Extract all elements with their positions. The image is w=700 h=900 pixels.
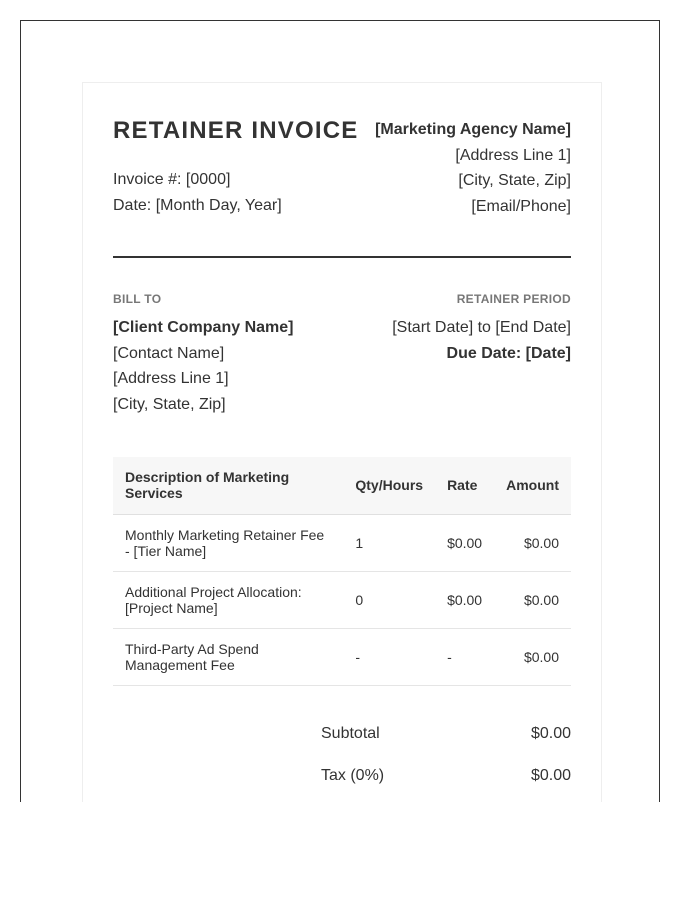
invoice-page <box>82 82 602 802</box>
row-amount: $0.00 <box>494 628 571 685</box>
subtotal-value: $0.00 <box>530 725 571 742</box>
table-row <box>113 628 571 685</box>
agency-name: [Marketing Agency Name] <box>375 121 571 138</box>
client-company: [Client Company Name] <box>113 319 294 336</box>
client-contact: [Contact Name] <box>113 344 225 362</box>
invoice-number: Invoice #: [0000] <box>113 171 231 188</box>
retainer-period-label: RETAINER PERIOD <box>456 292 571 306</box>
retainer-period-block <box>392 292 571 366</box>
row-description: Additional Project Allocation: [Project Name] <box>113 571 343 628</box>
invoice-title: RETAINER INVOICE <box>113 117 359 144</box>
totals-block <box>321 725 571 802</box>
agency-block <box>375 117 571 219</box>
client-city-state-zip: [City, State, Zip] <box>113 395 226 413</box>
due-date: Due Date: [Date] <box>446 344 571 362</box>
row-qty: 0 <box>343 571 435 628</box>
services-table <box>113 457 571 686</box>
row-description: Monthly Marketing Retainer Fee - [Tier Name] <box>113 514 343 571</box>
row-qty: 1 <box>343 514 435 571</box>
invoice-date: Date: [Month Day, Year] <box>113 197 282 214</box>
tax-value: $0.00 <box>530 767 571 784</box>
row-description: Third-Party Ad Spend Management Fee <box>113 628 343 685</box>
row-amount: $0.00 <box>494 571 571 628</box>
retainer-period-range: [Start Date] to [End Date] <box>392 319 571 336</box>
client-address: [Address Line 1] <box>113 370 229 387</box>
agency-email-phone: [Email/Phone] <box>471 197 571 215</box>
invoice-meta <box>113 167 282 219</box>
row-amount: $0.00 <box>494 514 571 571</box>
row-rate: $0.00 <box>435 571 494 628</box>
header-qty: Qty/Hours <box>343 457 435 514</box>
billing-section <box>113 292 571 432</box>
table-row <box>113 514 571 571</box>
header-amount: Amount <box>494 457 571 514</box>
bill-to-block <box>113 292 293 417</box>
bill-to-label: BILL TO <box>113 292 162 306</box>
row-qty: - <box>343 628 435 685</box>
agency-address: [Address Line 1] <box>455 146 571 164</box>
tax-label: Tax (0%) <box>321 767 385 784</box>
table-header-row <box>113 457 571 514</box>
row-rate: - <box>435 628 494 685</box>
table-row <box>113 571 571 628</box>
subtotal-label: Subtotal <box>321 725 380 742</box>
invoice-header <box>113 117 571 257</box>
subtotal-row <box>321 725 571 767</box>
header-divider <box>113 256 571 258</box>
viewer-frame <box>20 20 660 802</box>
tax-row <box>321 767 571 802</box>
header-description: Description of Marketing Services <box>113 457 343 514</box>
agency-city-state-zip: [City, State, Zip] <box>458 172 571 189</box>
row-rate: $0.00 <box>435 514 494 571</box>
header-rate: Rate <box>435 457 494 514</box>
invoice-content <box>113 117 571 784</box>
